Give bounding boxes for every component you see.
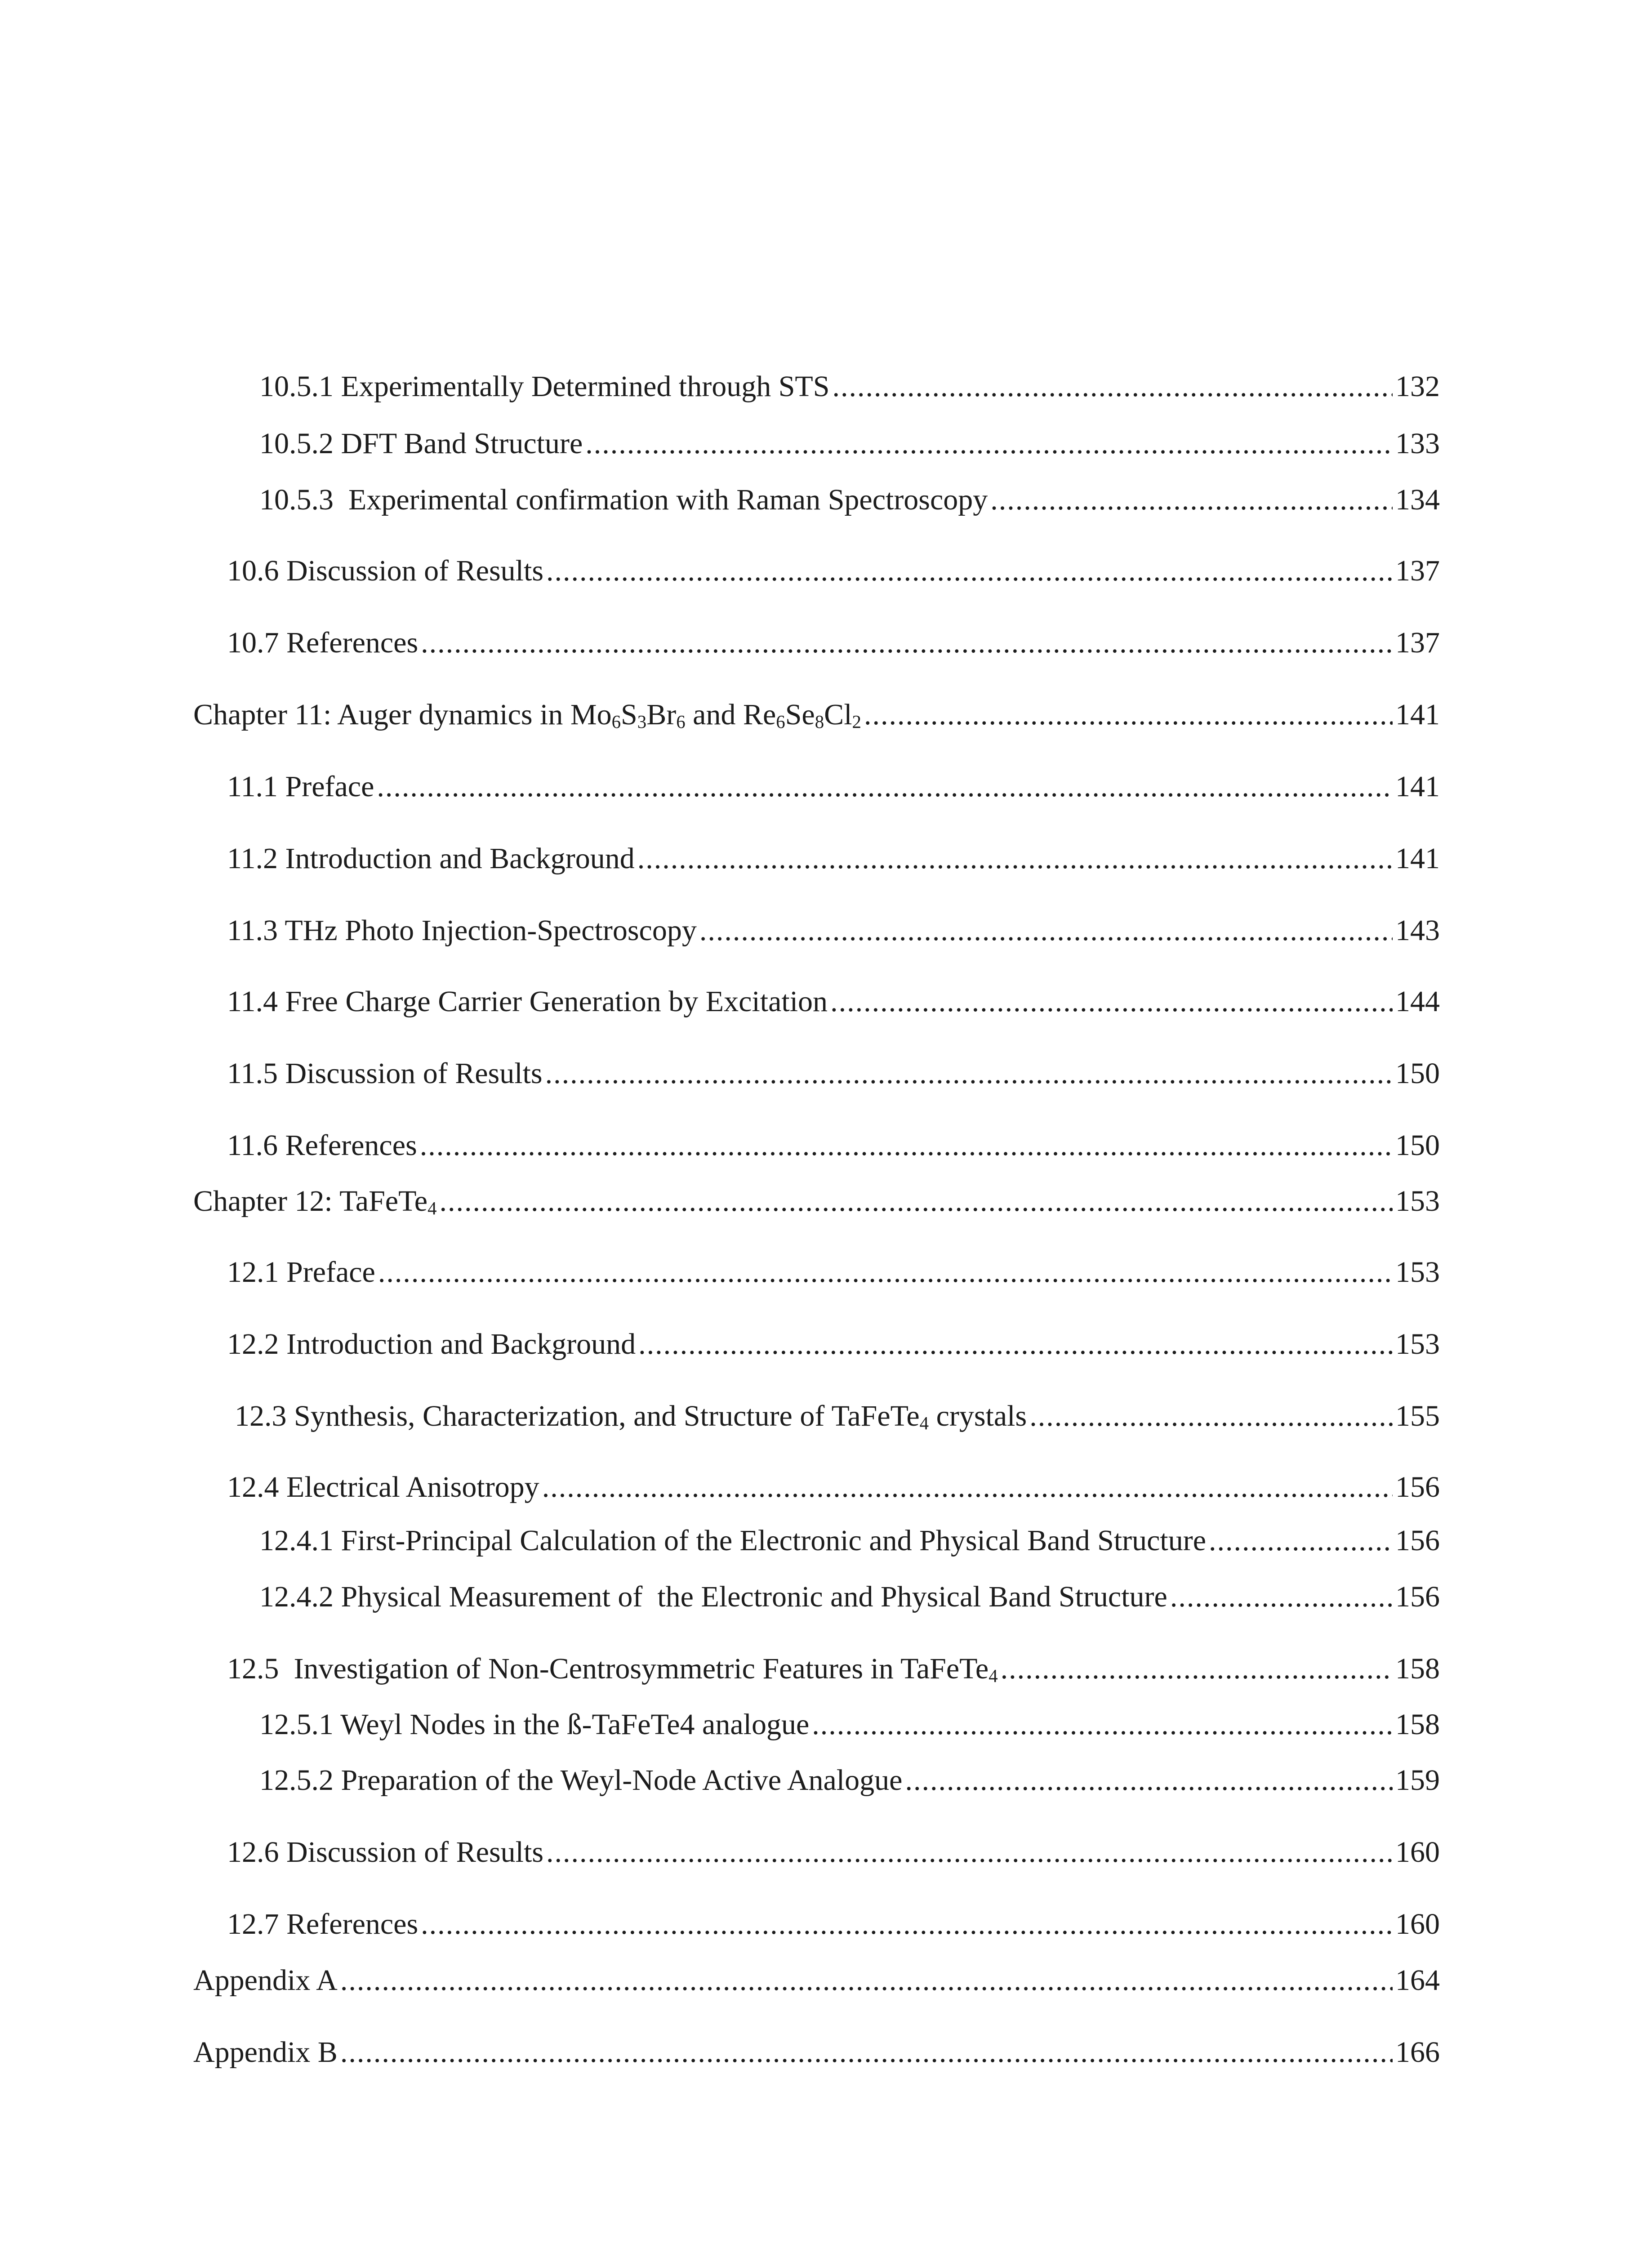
toc-entry-title: 12.3 Synthesis, Characterization, and Structure of TaFeTe$_4$ crystals — [235, 1400, 1027, 1434]
toc-entry-page: 158 — [1395, 1708, 1440, 1741]
toc-entry-title: 12.6 Discussion of Results — [227, 1836, 544, 1869]
toc-entry-12-5-2 — [259, 1762, 1440, 1798]
dot-leader — [440, 1183, 1393, 1219]
toc-entry-title: 11.1 Preface — [227, 770, 374, 803]
dot-leader — [699, 913, 1393, 949]
toc-entry-10-7 — [227, 625, 1440, 661]
dot-leader — [1029, 1398, 1393, 1434]
toc-entry-title: 10.5.1 Experimentally Determined through STS — [259, 370, 830, 403]
toc-entry-12-5 — [227, 1651, 1440, 1687]
toc-entry-page: 159 — [1395, 1764, 1440, 1797]
toc-entry-11-6 — [227, 1128, 1440, 1164]
dot-leader — [377, 769, 1393, 805]
dot-leader — [1170, 1579, 1393, 1615]
dot-leader — [421, 1906, 1393, 1942]
dot-leader — [542, 1469, 1393, 1505]
dot-leader — [637, 841, 1393, 877]
dot-leader — [1001, 1651, 1393, 1687]
toc-entry-title: 10.5.2 DFT Band Structure — [259, 427, 583, 460]
toc-entry-page: 164 — [1395, 1964, 1440, 1997]
toc-entry-title: 11.6 References — [227, 1129, 417, 1162]
toc-entry-page: 153 — [1395, 1185, 1440, 1218]
toc-entry-appendix-b — [193, 2034, 1440, 2070]
toc-entry-title: 12.4 Electrical Anisotropy — [227, 1471, 539, 1503]
toc-entry-12-4 — [227, 1469, 1440, 1505]
toc-entry-10-5-3 — [259, 482, 1440, 518]
toc-entry-12-4-2 — [259, 1579, 1440, 1615]
toc-entry-page: 144 — [1395, 985, 1440, 1018]
toc-entry-12-4-1 — [259, 1523, 1440, 1559]
toc-entry-chapter-11 — [193, 697, 1440, 733]
toc-entry-12-5-1 — [259, 1707, 1440, 1743]
toc-entry-page: 160 — [1395, 1908, 1440, 1940]
toc-entry-page: 155 — [1395, 1400, 1440, 1432]
toc-entry-11-3 — [227, 913, 1440, 949]
toc-entry-11-1 — [227, 769, 1440, 805]
toc-entry-appendix-a — [193, 1963, 1440, 1998]
toc-entry-page: 160 — [1395, 1836, 1440, 1869]
dot-leader — [864, 697, 1393, 733]
toc-entry-12-2 — [227, 1326, 1440, 1362]
toc-entry-12-7 — [227, 1906, 1440, 1942]
toc-entry-page: 143 — [1395, 914, 1440, 947]
toc-entry-title: Appendix B — [193, 2036, 338, 2069]
toc-entry-11-4 — [227, 984, 1440, 1020]
dot-leader — [421, 625, 1393, 661]
toc-entry-page: 150 — [1395, 1129, 1440, 1162]
toc-entry-title: 11.3 THz Photo Injection-Spectroscopy — [227, 914, 697, 947]
toc-entry-title: Chapter 12: TaFeTe$_4$ — [193, 1185, 437, 1219]
toc-entry-title: Chapter 11: Auger dynamics in $Mo_6S_3Br_6$ and $Re_6Se_8Cl_2$ — [193, 698, 861, 732]
dot-leader — [638, 1326, 1393, 1362]
toc-entry-12-6 — [227, 1834, 1440, 1870]
toc-entry-page: 137 — [1395, 554, 1440, 587]
dot-leader — [585, 426, 1393, 462]
toc-entry-12-1 — [227, 1254, 1440, 1290]
toc-entry-10-5-2 — [259, 426, 1440, 462]
toc-entry-title: 11.2 Introduction and Background — [227, 842, 635, 875]
toc-entry-page: 141 — [1395, 698, 1440, 731]
toc-entry-10-6 — [227, 553, 1440, 589]
dot-leader — [812, 1707, 1393, 1743]
toc-entry-page: 156 — [1395, 1580, 1440, 1613]
toc-entry-page: 150 — [1395, 1057, 1440, 1090]
toc-entry-12-3 — [235, 1398, 1440, 1434]
toc-entry-page: 141 — [1395, 770, 1440, 803]
dot-leader — [1209, 1523, 1393, 1559]
dot-leader — [546, 553, 1393, 589]
toc-entry-title: Appendix A — [193, 1964, 338, 1997]
toc-entry-11-5 — [227, 1056, 1440, 1092]
dot-leader — [905, 1762, 1393, 1798]
toc-entry-title: 12.1 Preface — [227, 1256, 375, 1289]
toc-entry-page: 133 — [1395, 427, 1440, 460]
toc-entry-title: 11.4 Free Charge Carrier Generation by Excitation — [227, 985, 828, 1018]
dot-leader — [340, 2034, 1393, 2070]
dot-leader — [545, 1056, 1393, 1092]
dot-leader — [340, 1963, 1393, 1998]
toc-entry-page: 137 — [1395, 626, 1440, 659]
toc-entry-page: 158 — [1395, 1652, 1440, 1685]
toc-entry-page: 156 — [1395, 1524, 1440, 1557]
dot-leader — [832, 369, 1393, 405]
dot-leader — [546, 1834, 1393, 1870]
toc-entry-title: 12.5.2 Preparation of the Weyl-Node Active Analogue — [259, 1764, 903, 1797]
toc-entry-page: 166 — [1395, 2036, 1440, 2069]
toc-entry-page: 141 — [1395, 842, 1440, 875]
toc-entry-title: 11.5 Discussion of Results — [227, 1057, 543, 1090]
toc-entry-title: 10.5.3 Experimental confirmation with Raman Spectroscopy — [259, 483, 988, 516]
toc-entry-11-2 — [227, 841, 1440, 877]
toc-entry-page: 153 — [1395, 1328, 1440, 1360]
dot-leader — [830, 984, 1393, 1020]
toc-entry-page: 132 — [1395, 370, 1440, 403]
toc-entry-title: 12.7 References — [227, 1908, 419, 1940]
toc-entry-title: 12.5 Investigation of Non-Centrosymmetric Features in TaFeTe$_4$ — [227, 1652, 998, 1686]
dot-leader — [990, 482, 1393, 518]
toc-entry-page: 153 — [1395, 1256, 1440, 1289]
toc-entry-10-5-1 — [259, 369, 1440, 405]
toc-entry-chapter-12 — [193, 1183, 1440, 1219]
toc-entry-title: 10.7 References — [227, 626, 419, 659]
toc-entry-title: 12.5.1 Weyl Nodes in the ß-TaFeTe4 analogue — [259, 1708, 810, 1741]
toc-entry-title: 12.4.1 First-Principal Calculation of the Electronic and Physical Band Structure — [259, 1524, 1207, 1557]
dot-leader — [378, 1254, 1393, 1290]
toc-entry-page: 156 — [1395, 1471, 1440, 1503]
toc-entry-title: 12.2 Introduction and Background — [227, 1328, 636, 1360]
toc-entry-title: 10.6 Discussion of Results — [227, 554, 544, 587]
toc-entry-title: 12.4.2 Physical Measurement of the Electronic and Physical Band Structure — [259, 1580, 1167, 1613]
dot-leader — [420, 1128, 1393, 1164]
toc-entry-page: 134 — [1395, 483, 1440, 516]
